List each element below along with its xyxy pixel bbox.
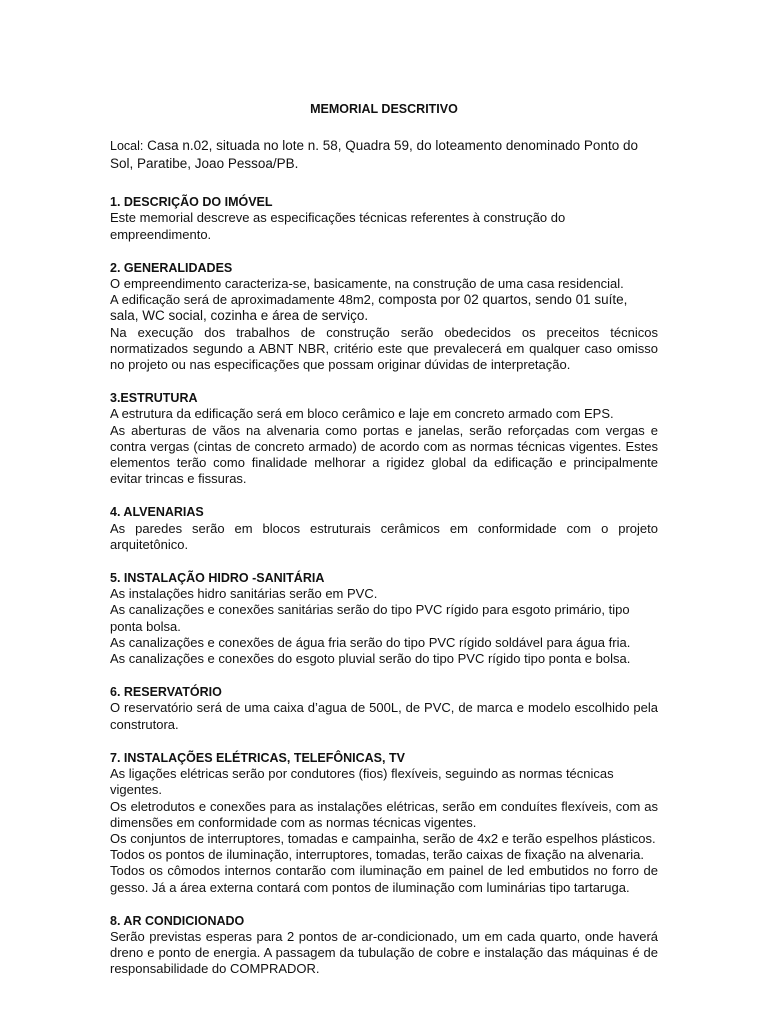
paragraph: Este memorial descreve as especificações técnicas referentes à construção do empreendimento. [110,210,566,242]
document-title: MEMORIAL DESCRITIVO [310,102,458,116]
section-heading: 6. RESERVATÓRIO [110,685,222,700]
paragraph: As canalizações e conexões do esgoto pluvial serão do tipo PVC rígido tipo ponta e bolsa. [110,651,631,667]
section-alvenarias [110,504,658,553]
section-generalidades [110,260,658,373]
paragraph: A estrutura da edificação será em bloco cerâmico e laje em concreto armado com EPS. [110,406,614,422]
section-eletricas [110,750,658,896]
section-heading: 7. INSTALAÇÕES ELÉTRICAS, TELEFÔNICAS, TV [110,750,405,765]
location-paragraph [110,137,658,172]
section-heading: 8. AR CONDICIONADO [110,913,245,928]
paragraph: As canalizações e conexões sanitárias serão do tipo PVC rígido para esgoto primário, tipo ponta bolsa. [110,602,630,634]
location-text: Casa n.02, situada no lote n. 58, Quadra 59, do loteamento denominado Ponto do Sol, Paratibe, Joao Pessoa/PB. [110,138,638,172]
paragraph: As aberturas de vãos na alvenaria como portas e janelas, serão reforçadas com vergas e contra vergas (cintas de concreto armado) de acordo com as normas técnicas vigentes. Estes elementos terão como finalidade melhorar a rigidez global da edificação e principalmente evitar trincas e fissuras. [110,422,658,487]
location-label: Local: [110,139,144,154]
section-heading: 5. INSTALAÇÃO HIDRO -SANITÁRIA [110,571,325,586]
section-reservatorio [110,684,658,733]
paragraph: As paredes serão em blocos estruturais cerâmicos em conformidade com o projeto arquitetônico. [110,520,658,552]
paragraph: Todos os pontos de iluminação, interruptores, tomadas, terão caixas de fixação na alvenaria. [110,847,645,863]
paragraph: Na execução dos trabalhos de construção serão obedecidos os preceitos técnicos normatizados segundo a ABNT NBR, critério este que prevalecerá em qualquer caso omisso no projeto ou nas especificações que possam originar dúvidas de interpretação. [110,324,658,373]
paragraph: As ligações elétricas serão por condutores (fios) flexíveis, seguindo as normas técnicas vigentes. [110,766,614,798]
paragraph [110,292,658,324]
paragraph: As canalizações e conexões de água fria serão do tipo PVC rígido soldável para água fria. [110,634,631,650]
paragraph: Os conjuntos de interruptores, tomadas e campainha, serão de 4x2 e terão espelhos plásticos. [110,830,656,846]
section-heading: 3.ESTRUTURA [110,391,198,406]
section-heading: 1. DESCRIÇÃO DO IMÓVEL [110,195,273,210]
paragraph: As instalações hidro sanitárias serão em PVC. [110,586,378,602]
section-descricao [110,194,658,243]
section-hidro-sanitaria [110,570,658,667]
section-heading: 4. ALVENARIAS [110,505,204,520]
section-estrutura [110,390,658,487]
paragraph: Serão previstas esperas para 2 pontos de ar-condicionado, um em cada quarto, onde haverá dreno e ponto de energia. A passagem da tubulação de cobre e instalação das máquinas é de responsabilidade do COMPRADOR. [110,928,658,977]
paragraph-part: composta por 02 quartos, sendo 01 suíte, sala, WC social, cozinha e área de serviço. [110,292,628,324]
paragraph-part: A edificação será de aproximadamente 48m2, [110,292,375,308]
paragraph: Todos os cômodos internos contarão com iluminação em painel de led embutidos no forro de gesso. Já a área externa contará com pontos de iluminação com luminárias tipo tartaruga. [110,863,658,895]
paragraph: O reservatório será de uma caixa d’agua de 500L, de PVC, de marca e modelo escolhido pela construtora. [110,700,658,732]
paragraph: O empreendimento caracteriza-se, basicamente, na construção de uma casa residencial. [110,276,624,292]
paragraph: Os eletrodutos e conexões para as instalações elétricas, serão em conduítes flexíveis, com as dimensões em conformidade com as normas técnicas vigentes. [110,798,658,830]
section-heading: 2. GENERALIDADES [110,260,233,275]
section-ar-condicionado [110,913,658,978]
